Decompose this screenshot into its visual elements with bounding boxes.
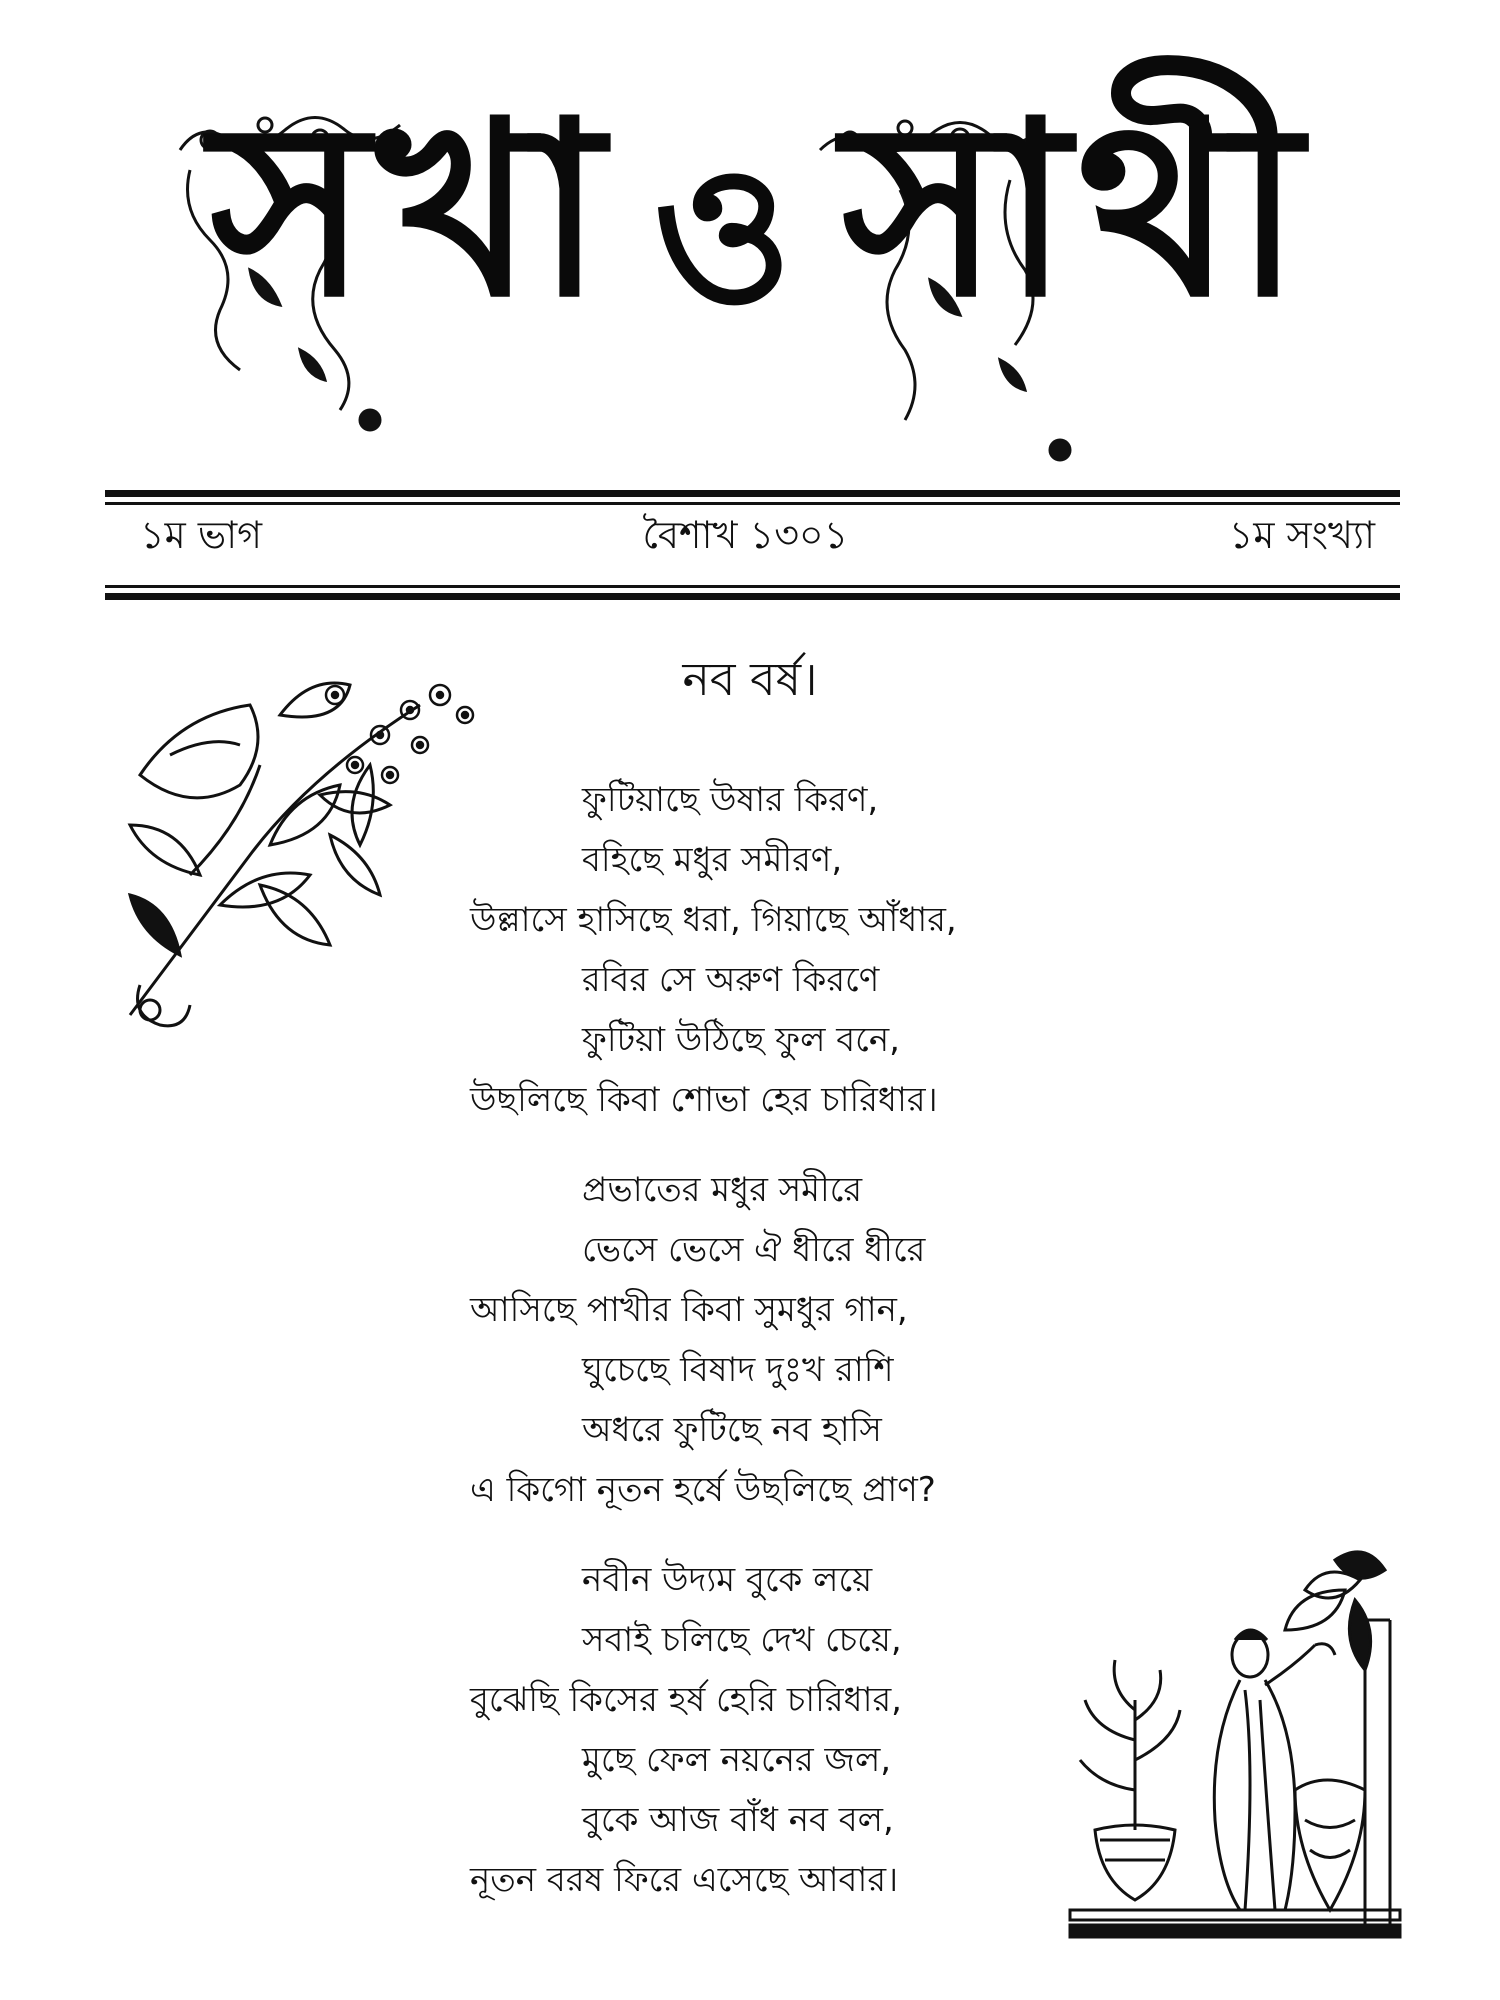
issue-number: ১ম সংখ্যা [1228, 513, 1375, 557]
poem-line: নূতন বরষ ফিরে এসেছে আবার। [470, 1860, 899, 1900]
title-word-sakha: সখা [210, 70, 612, 350]
poem-line: আসিছে পাখীর কিবা সুমধুর গান, [470, 1290, 908, 1330]
poem-stanza-2 [470, 1160, 1170, 1520]
poem-line: অধরে ফুটিছে নব হাসি [582, 1410, 882, 1450]
poem-title: নব বর্ষ। [682, 652, 818, 706]
floral-branch-icon [110, 655, 490, 1035]
title-conjunction: ও [652, 124, 801, 345]
issue-date: বৈশাখ ১৩০১ [642, 513, 849, 557]
top-double-rule [105, 490, 1400, 505]
poem-stanza-1 [470, 770, 1170, 1130]
woman-with-plant-icon [1065, 1540, 1405, 1960]
poem-line: ফুটিয়াছে উষার কিরণ, [582, 780, 879, 820]
poem-line: এ কিগো নূতন হর্ষে উছলিছে প্রাণ? [470, 1470, 936, 1510]
masthead-title [150, 70, 1330, 350]
poem-line: সবাই চলিছে দেখ চেয়ে, [582, 1620, 902, 1660]
poem-line: উল্লাসে হাসিছে ধরা, গিয়াছে আঁধার, [470, 900, 957, 940]
poem-line: নবীন উদ্যম বুকে লয়ে [582, 1560, 873, 1600]
poem-line: ভেসে ভেসে ঐ ধীরে ধীরে [582, 1230, 926, 1270]
poem-line: বুঝেছি কিসের হর্ষ হেরি চারিধার, [470, 1680, 902, 1720]
bottom-double-rule [105, 585, 1400, 600]
poem-line: প্রভাতের মধুর সমীরে [582, 1170, 863, 1210]
poem-line: মুছে ফেল নয়নের জল, [582, 1740, 892, 1780]
title-word-sathi: সাথী [841, 70, 1310, 350]
poem-line: ফুটিয়া উঠিছে ফুল বনে, [582, 1020, 900, 1060]
poem-line: বুকে আজ বাঁধ নব বল, [582, 1800, 894, 1840]
poem-line: ঘুচেছে বিষাদ দুঃখ রাশি [582, 1350, 894, 1390]
poem-line: বহিছে মধুর সমীরণ, [582, 840, 843, 880]
poem-line: উছলিছে কিবা শোভা হের চারিধার। [470, 1080, 938, 1120]
issue-info-row [140, 508, 1375, 568]
poem-line: রবির সে অরুণ কিরণে [582, 960, 880, 1000]
volume-label: ১ম ভাগ [140, 513, 263, 557]
masthead [0, 20, 1500, 470]
